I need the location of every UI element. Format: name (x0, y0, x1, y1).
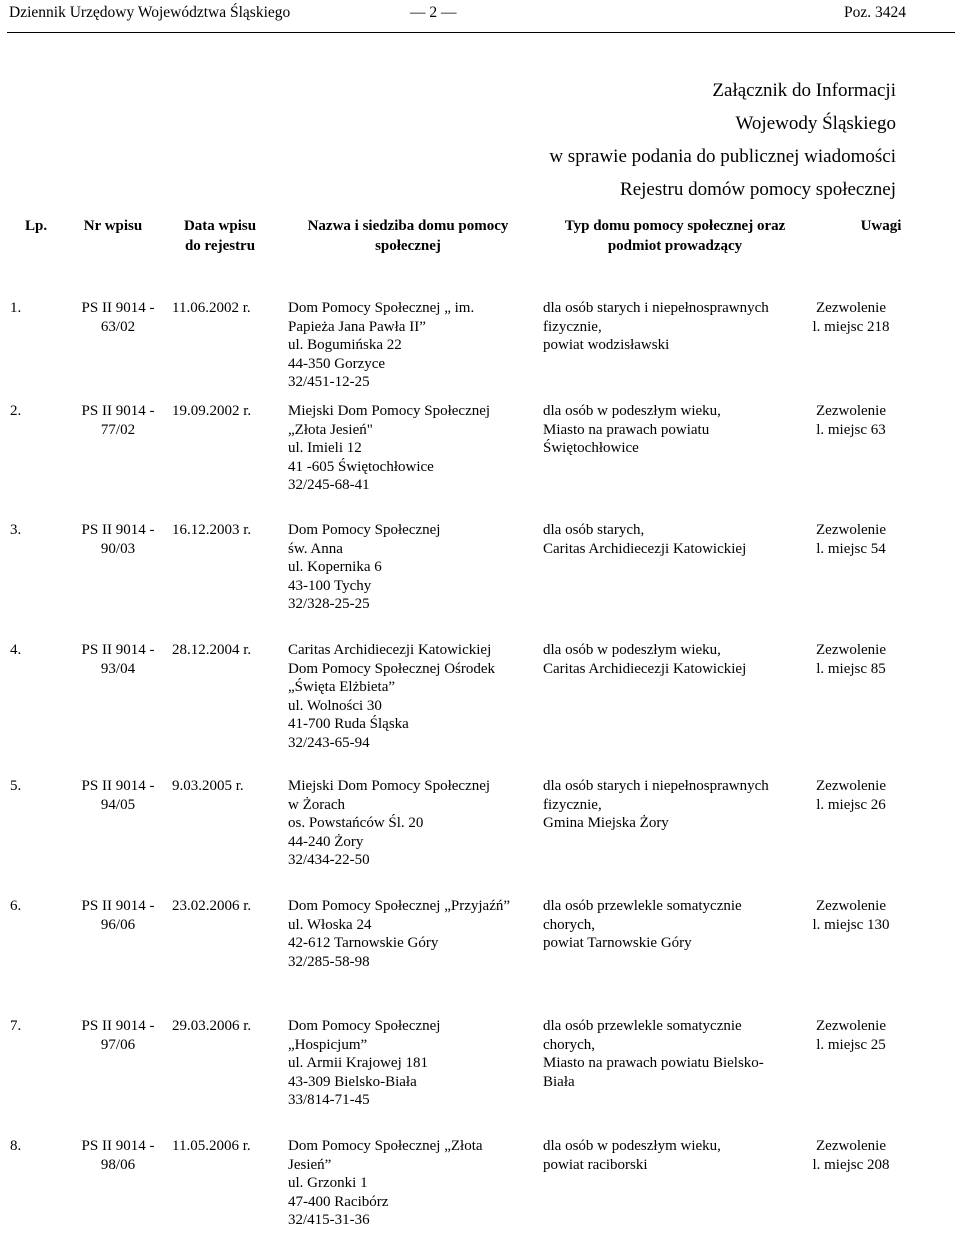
cell-name: Dom Pomocy Społecznej „Przyjaźń” ul. Włoska 24 42-612 Tarnowskie Góry 32/285-58-98 (288, 898, 511, 970)
cell-name: Caritas Archidiecezji Katowickiej Dom Pomocy Społecznej Ośrodek „Święta Elżbieta” ul. Wolności 30 41-700 Ruda Śląska 32/243-65-94 (288, 642, 496, 751)
annex-line: Wojewody Śląskiego (735, 113, 896, 134)
annex-heading (549, 74, 896, 206)
cell-notes: Zezwolenie l. miejsc 130 (812, 898, 890, 933)
column-header-type: Typ domu pomocy społecznej oraz podmiot prowadzący (564, 218, 786, 254)
cell-notes: Zezwolenie l. miejsc 25 (816, 1018, 886, 1053)
cell-date: 9.03.2005 r. (172, 778, 244, 794)
cell-name: Dom Pomocy Społecznej św. Anna ul. Kopernika 6 43-100 Tychy 32/328-25-25 (288, 522, 441, 613)
column-header-nr: Nr wpisu (83, 218, 143, 234)
cell-name: Miejski Dom Pomocy Społecznej „Złota Jesień" ul. Imieli 12 41 -605 Świętochłowice 32/245-68-41 (288, 403, 491, 494)
cell-nr: PS II 9014 - 97/06 (81, 1018, 155, 1053)
cell-name: Dom Pomocy Społecznej „Złota Jesień” ul. Grzonki 1 47-400 Racibórz 32/415-31-36 (288, 1138, 483, 1229)
cell-date: 29.03.2006 r. (172, 1018, 252, 1034)
cell-notes: Zezwolenie l. miejsc 218 (812, 300, 890, 335)
cell-notes: Zezwolenie l. miejsc 63 (816, 403, 886, 438)
cell-date: 11.05.2006 r. (172, 1138, 251, 1154)
cell-notes: Zezwolenie l. miejsc 54 (816, 522, 886, 557)
header-divider (7, 32, 955, 33)
page-header (0, 4, 960, 24)
cell-nr: PS II 9014 - 93/04 (81, 642, 155, 677)
annex-line: w sprawie podania do publicznej wiadomości (549, 146, 896, 167)
cell-type: dla osób starych, Caritas Archidiecezji Katowickiej (543, 522, 747, 557)
cell-type: dla osób przewlekle somatycznie chorych, powiat Tarnowskie Góry (543, 898, 742, 952)
journal-title: Dziennik Urzędowy Województwa Śląskiego (9, 4, 291, 21)
annex-line: Rejestru domów pomocy społecznej (620, 179, 896, 200)
cell-nr: PS II 9014 - 77/02 (81, 403, 155, 438)
cell-notes: Zezwolenie l. miejsc 85 (816, 642, 886, 677)
annex-line: Załącznik do Informacji (712, 80, 896, 101)
cell-type: dla osób starych i niepełnosprawnych fizycznie, powiat wodzisławski (543, 300, 769, 354)
cell-lp: 5. (10, 778, 22, 794)
cell-type: dla osób w podeszłym wieku, powiat raciborski (543, 1138, 721, 1173)
cell-date: 28.12.2004 r. (172, 642, 252, 658)
position-number: Poz. 3424 (844, 4, 906, 21)
cell-lp: 4. (10, 642, 22, 658)
cell-lp: 7. (10, 1018, 22, 1034)
cell-type: dla osób w podeszłym wieku, Miasto na prawach powiatu Świętochłowice (543, 403, 721, 457)
cell-nr: PS II 9014 - 96/06 (81, 898, 155, 933)
cell-date: 19.09.2002 r. (172, 403, 252, 419)
cell-date: 16.12.2003 r. (172, 522, 252, 538)
cell-nr: PS II 9014 - 94/05 (81, 778, 155, 813)
cell-name: Miejski Dom Pomocy Społecznej w Żorach os. Powstańców Śl. 20 44-240 Żory 32/434-22-50 (288, 778, 491, 869)
cell-type: dla osób starych i niepełnosprawnych fizycznie, Gmina Miejska Żory (543, 778, 769, 832)
cell-nr: PS II 9014 - 90/03 (81, 522, 155, 557)
table-header (0, 216, 960, 276)
column-header-lp: Lp. (25, 218, 48, 234)
cell-name: Dom Pomocy Społecznej „Hospicjum” ul. Armii Krajowej 181 43-309 Bielsko-Biała 33/814-71-45 (288, 1018, 441, 1109)
cell-lp: 8. (10, 1138, 22, 1154)
cell-nr: PS II 9014 - 63/02 (81, 300, 155, 335)
cell-type: dla osób w podeszłym wieku, Caritas Archidiecezji Katowickiej (543, 642, 747, 677)
cell-date: 11.06.2002 r. (172, 300, 251, 316)
cell-lp: 1. (10, 300, 22, 316)
cell-lp: 3. (10, 522, 22, 538)
column-header-notes: Uwagi (860, 218, 902, 234)
cell-lp: 2. (10, 403, 22, 419)
cell-notes: Zezwolenie l. miejsc 26 (816, 778, 886, 813)
cell-name: Dom Pomocy Społecznej „ im. Papieża Jana Pawła II” ul. Bogumińska 22 44-350 Gorzyce 32/451-12-25 (288, 300, 475, 391)
cell-date: 23.02.2006 r. (172, 898, 252, 914)
page-number: — 2 — (410, 4, 457, 21)
cell-type: dla osób przewlekle somatycznie chorych, Miasto na prawach powiatu Bielsko- Biała (543, 1018, 764, 1090)
cell-lp: 6. (10, 898, 22, 914)
cell-notes: Zezwolenie l. miejsc 208 (812, 1138, 890, 1173)
column-header-date: Data wpisu do rejestru (183, 218, 257, 254)
column-header-name: Nazwa i siedziba domu pomocy społecznej (307, 218, 509, 254)
cell-nr: PS II 9014 - 98/06 (81, 1138, 155, 1173)
